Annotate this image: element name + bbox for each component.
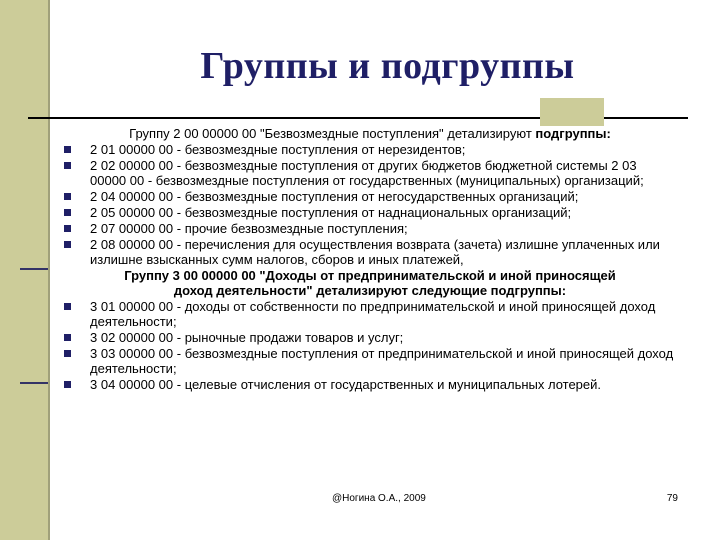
square-bullet-icon — [64, 209, 71, 216]
list-item-text: 2 05 00000 00 - безвозмездные поступления от наднациональных организаций; — [90, 205, 572, 220]
slide-title: Группы и подгруппы — [200, 45, 575, 87]
list-item — [64, 346, 676, 376]
slide-body — [64, 126, 676, 393]
group2-heading — [64, 126, 676, 141]
square-bullet-icon — [64, 162, 71, 169]
list-item — [64, 330, 676, 345]
list-item — [64, 142, 676, 157]
group2-heading-end: подгруппы: — [535, 126, 611, 141]
list-item-text: 2 07 00000 00 - прочие безвозмездные поступления; — [90, 221, 408, 236]
square-bullet-icon — [64, 350, 71, 357]
square-bullet-icon — [64, 225, 71, 232]
list-item-text: 2 08 00000 00 - перечисления для осуществления возврата (зачета) излишне уплаченных или излишне взысканных сумм налогов, сборов и иных платежей, — [90, 237, 660, 267]
list-item-text: 2 02 00000 00 - безвозмездные поступления от других бюджетов бюджетной системы 2 03 00000 00 - безвозмездные поступления от государственных (муниципальных) организаций; — [90, 158, 644, 188]
list-item — [64, 189, 676, 204]
group3-heading-line2: доход деятельности" детализируют следующие подгруппы: — [173, 283, 567, 298]
list-item-text: 3 02 00000 00 - рыночные продажи товаров и услуг; — [90, 330, 404, 345]
footer-author: @Ногина О.А., 2009 — [332, 493, 426, 504]
square-bullet-icon — [64, 193, 71, 200]
square-bullet-icon — [64, 334, 71, 341]
group3-heading-line1: Группу 3 00 00000 00 "Доходы от предпринимательской и иной приносящей — [124, 268, 616, 283]
left-decorative-band — [0, 0, 48, 540]
page-number: 79 — [666, 493, 678, 504]
list-item — [64, 377, 676, 392]
list-item — [64, 237, 676, 267]
list-item — [64, 299, 676, 329]
square-bullet-icon — [64, 241, 71, 248]
list-item-text: 2 04 00000 00 - безвозмездные поступления от негосударственных организаций; — [90, 189, 579, 204]
list-item — [64, 221, 676, 236]
list-item-text: 3 04 00000 00 - целевые отчисления от государственных и муниципальных лотерей. — [90, 377, 602, 392]
list-item-text: 3 01 00000 00 - доходы от собственности по предпринимательской и иной приносящей доход деятельности; — [90, 299, 656, 329]
group2-heading-prefix: Группу 2 00 00000 00 "Безвозмездные поступления" — [129, 126, 448, 141]
band-tick-mark — [20, 268, 48, 270]
square-bullet-icon — [64, 146, 71, 153]
list-item — [64, 205, 676, 220]
decorative-box — [540, 98, 604, 126]
band-tick-mark — [20, 382, 48, 384]
group3-heading — [64, 268, 676, 298]
group2-heading-middle: детализируют — [447, 126, 536, 141]
square-bullet-icon — [64, 303, 71, 310]
list-item-text: 2 01 00000 00 - безвозмездные поступления от нерезидентов; — [90, 142, 466, 157]
list-item-text: 3 03 00000 00 - безвозмездные поступления от предпринимательской и иной приносящей доход деятельности; — [90, 346, 674, 376]
left-band-divider — [48, 0, 50, 540]
square-bullet-icon — [64, 381, 71, 388]
list-item — [64, 158, 676, 188]
